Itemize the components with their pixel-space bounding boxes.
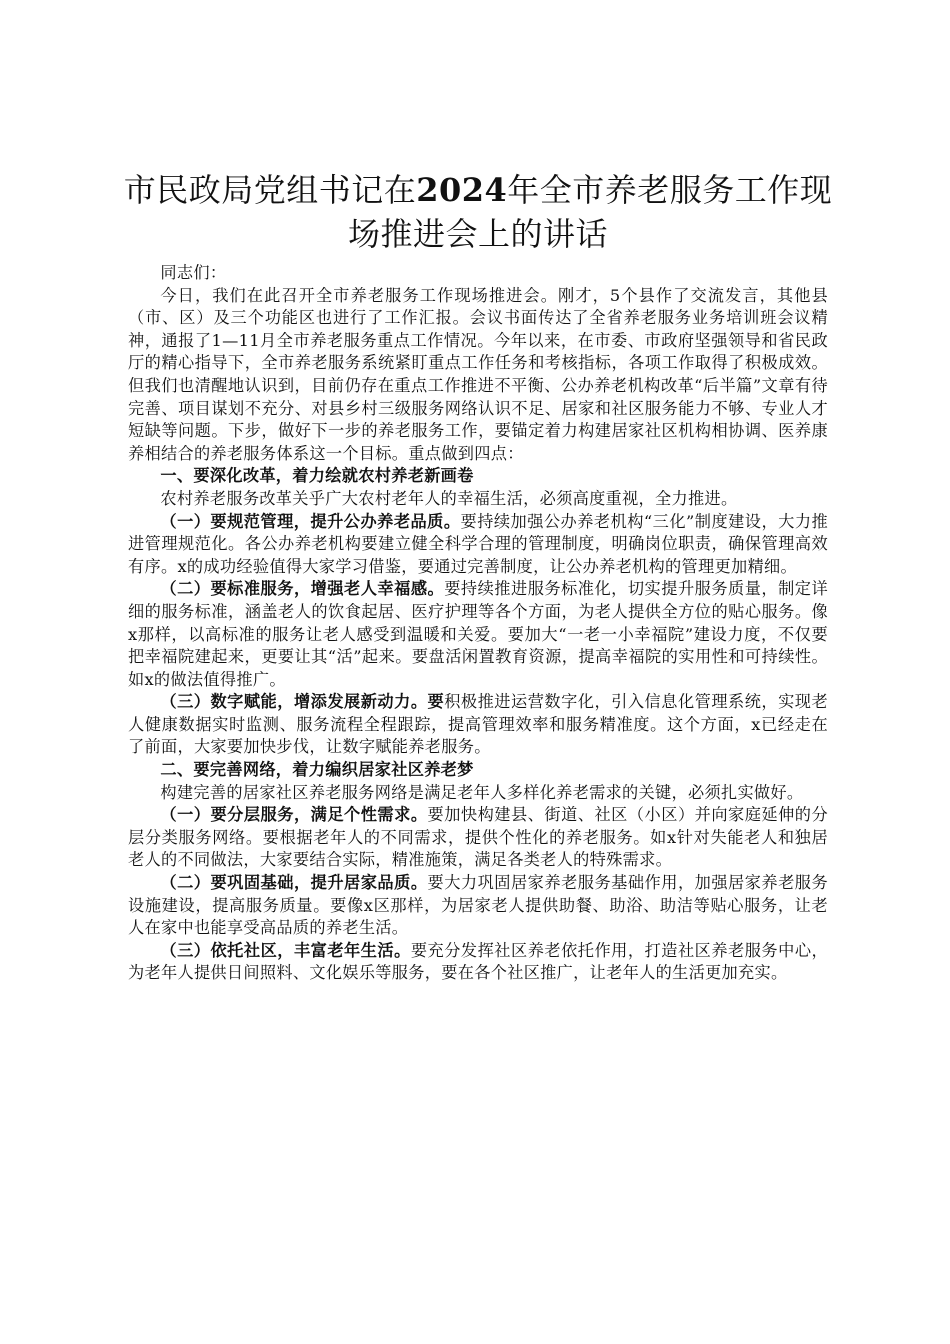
item-body: 要充分发挥社区养老依托作用，打造社区养老服务中心，为老年人提供日间照料、文化娱乐等服务，要在各个社区推广，让老年人的生活更加充实。 — [128, 940, 829, 983]
section-1-heading: 一、要深化改革，着力绘就农村养老新画卷 — [160, 466, 474, 486]
section-2-item-3 — [128, 940, 828, 985]
section-1-item-1 — [128, 511, 828, 579]
item-body: 要持续加强公办养老机构“三化”制度建设，大力推进管理规范化。各公办养老机构要建立健全科学合理的管理制度，明确岗位职责，确保管理高效有序。x的成功经验值得大家学习借鉴，要通过完善制度，让公办养老机构的管理更加精细。 — [128, 511, 828, 576]
section-1-item-3 — [128, 691, 828, 759]
item-lead: （二）要标准服务，增强老人幸福感。 — [160, 579, 445, 599]
item-lead: （二）要巩固基础，提升居家品质。 — [160, 873, 428, 893]
intro-paragraph: 今日，我们在此召开全市养老服务工作现场推进会。刚才，5个县作了交流发言，其他县（市、区）及三个功能区也进行了工作汇报。会议书面传达了全省养老服务业务培训班会议精神，通报了1—11月全市养老服务重点工作情况。今年以来，在市委、市政府坚强领导和省民政厅的精心指导下，全市养老服务系统紧盯重点工作任务和考核指标，各项工作取得了积极成效。但我们也清醒地认识到，目前仍存在重点工作推进不平衡、公办养老机构改革“后半篇”文章有待完善、项目谋划不充分、对县乡村三级服务网络认识不足、居家和社区服务能力不够、专业人才短缺等问题。下步，做好下一步的养老服务工作，要锚定着力构建居家社区机构相协调、医养康养相结合的养老服务体系这一个目标。重点做到四点： — [128, 285, 828, 463]
item-body: 积极推进运营数字化，引入信息化管理系统，实现老人健康数据实时监测、服务流程全程跟踪，提高管理效率和服务精准度。这个方面，x已经走在了前面，大家要加快步伐，让数字赋能养老服务。 — [128, 692, 828, 757]
item-lead: （三）数字赋能，增添发展新动力。要 — [160, 692, 445, 712]
section-2-item-1 — [128, 804, 828, 872]
title-year: 2024 — [416, 171, 508, 209]
section-2-heading: 二、要完善网络，着力编织居家社区养老梦 — [160, 760, 474, 780]
section-2-intro: 构建完善的居家社区养老服务网络是满足老年人多样化养老需求的关键，必须扎实做好。 — [160, 782, 804, 802]
item-lead: （一）要规范管理，提升公办养老品质。 — [160, 511, 461, 531]
title-part-2: 年全市养老服务工作现场推进会上的讲话 — [347, 171, 833, 253]
item-body: 要持续推进服务标准化，切实提升服务质量，制定详细的服务标准，涵盖老人的饮食起居、医疗护理等各个方面，为老人提供全方位的贴心服务。像x那样，以高标准的服务让老人感受到温暖和关爱。要加大“一老一小幸福院”建设力度，不仅要把幸福院建起来，更要让其“活”起来。要盘活闲置教育资源，提高幸福院的实用性和可持续性。如x的做法值得推广。 — [128, 579, 828, 689]
item-lead: （三）依托社区，丰富老年生活。 — [160, 940, 411, 960]
document-page — [123, 168, 833, 985]
section-2-item-2 — [128, 872, 828, 940]
section-1-item-2 — [128, 578, 828, 691]
item-body: 要加快构建县、街道、社区（小区）并向家庭延伸的分层分类服务网络。要根据老年人的不同需求，提供个性化的养老服务。如x针对失能老人和独居老人的不同做法，大家要结合实际，精准施策，满足各类老人的特殊需求。 — [128, 805, 828, 870]
item-body: 要大力巩固居家养老服务基础作用，加强居家养老服务设施建设，提高服务质量。要像x区那样，为居家老人提供助餐、助浴、助洁等贴心服务，让老人在家中也能享受高品质的养老生活。 — [128, 873, 828, 938]
salutation: 同志们： — [160, 263, 227, 282]
section-1-intro: 农村养老服务改革关乎广大农村老年人的幸福生活，必须高度重视，全力推进。 — [160, 488, 738, 508]
document-title — [118, 168, 838, 256]
title-part-1: 市民政局党组书记在 — [123, 171, 417, 209]
item-lead: （一）要分层服务，满足个性需求。 — [160, 805, 428, 825]
